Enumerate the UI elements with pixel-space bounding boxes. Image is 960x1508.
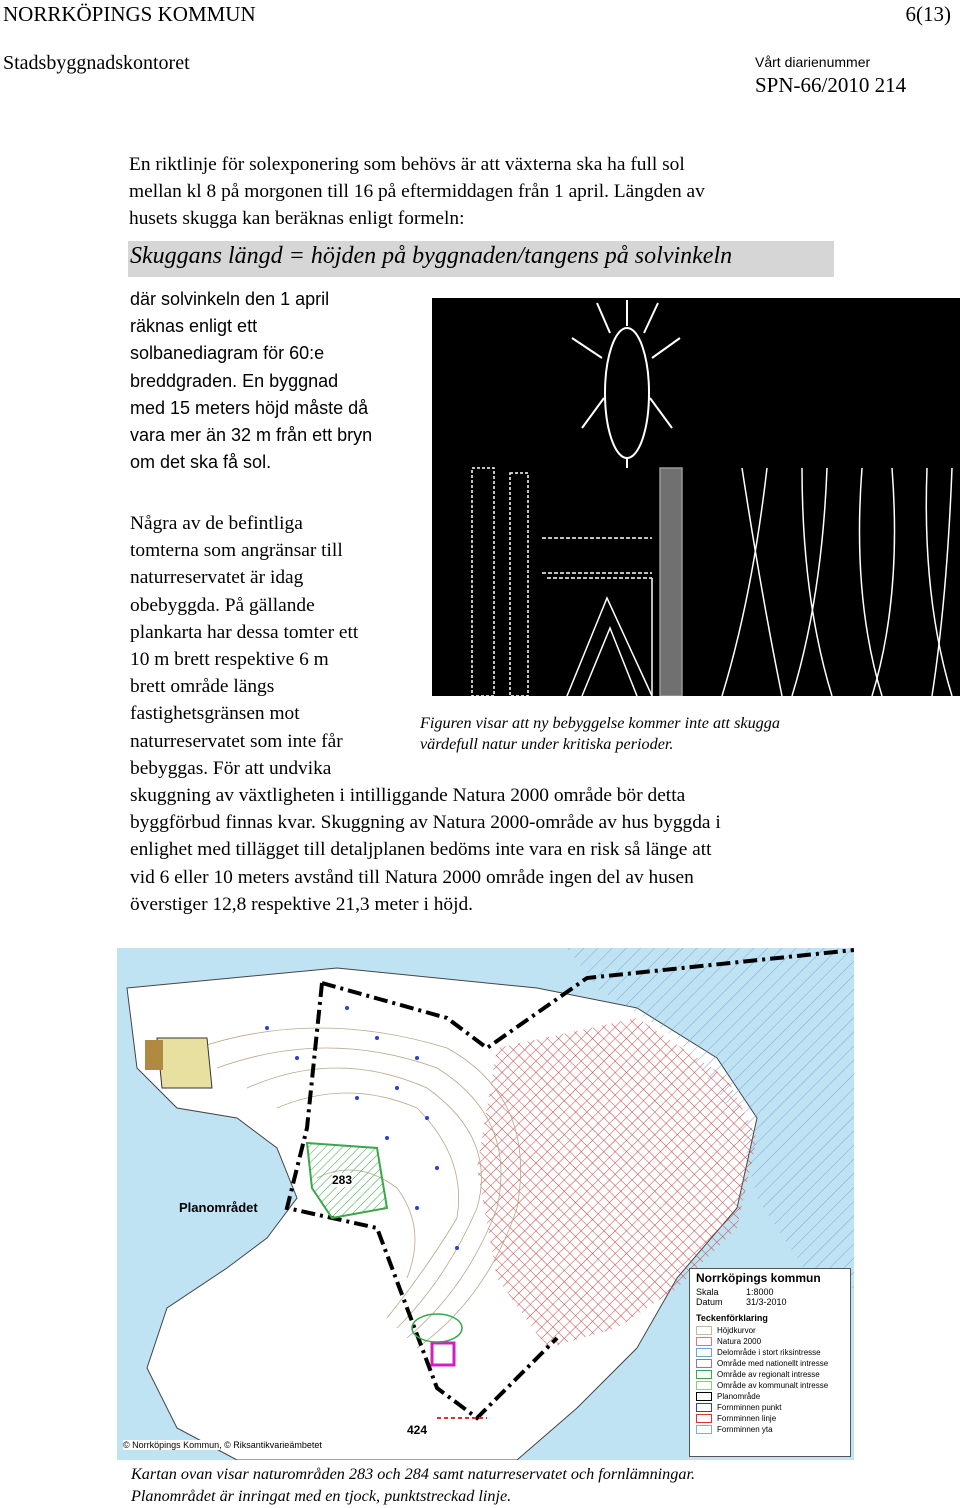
legend-swatch: [696, 1348, 712, 1357]
text-line: om det ska få sol.: [130, 452, 272, 473]
text-line: 10 m brett respektive 6 m: [130, 649, 329, 671]
legend-swatch: [696, 1414, 712, 1423]
legend-item: [696, 1424, 844, 1435]
legend-title: Norrköpings kommun: [696, 1271, 821, 1285]
text-line: enlighet med tillägget till detaljplanen bedöms inte vara en risk så länge att: [130, 839, 712, 861]
legend-list: [690, 1325, 850, 1435]
text-line: Några av de befintliga: [130, 513, 303, 534]
intro-paragraph: [129, 151, 705, 233]
caption-line: Planområdet är inringat med en tjock, punktstreckad linje.: [131, 1487, 512, 1505]
text-line: En riktlinje för solexponering som behövs är att växterna ska ha full sol: [129, 154, 685, 175]
nature-area-map: [117, 948, 854, 1460]
text-line: bebyggas. För att undvika: [130, 757, 332, 779]
legend-swatch: [696, 1392, 712, 1401]
legend-item: [696, 1347, 844, 1358]
text-line: naturreservatet som inte får: [130, 730, 343, 752]
legend-swatch: [696, 1403, 712, 1412]
legend-label: Planområde: [717, 1391, 761, 1401]
legend-swatch: [696, 1425, 712, 1434]
date-row: [690, 1297, 850, 1311]
text-line: vara mer än 32 m från ett bryn: [130, 425, 373, 446]
legend-label: Fornminnen linje: [717, 1413, 777, 1423]
legend-label: Delområde i stort riksintresse: [717, 1347, 821, 1357]
legend-item: [696, 1369, 844, 1380]
planomrade-label: Planområdet: [179, 1200, 258, 1215]
caption-line: Figuren visar att ny bebyggelse kommer inte att skugga: [420, 714, 780, 732]
map-copyright: © Norrköpings Kommun, © Riksantikvarieämbetet: [123, 1440, 322, 1450]
org-name: NORRKÖPINGS KOMMUN: [3, 2, 256, 26]
legend-item: [696, 1325, 844, 1336]
text-line: där solvinkeln den 1 april: [130, 289, 330, 309]
text-line: obebyggda. På gällande: [130, 594, 315, 616]
caption-line: Kartan ovan visar naturområden 283 och 284 samt naturreservatet och fornlämningar.: [131, 1465, 695, 1483]
text-line: mellan kl 8 på morgonen till 16 på eftermiddagen från 1 april. Längden av: [129, 181, 705, 203]
page-number: 6(13): [905, 2, 951, 26]
legend-item: [696, 1358, 844, 1369]
legend-item: [696, 1336, 844, 1347]
legend-swatch: [696, 1337, 712, 1346]
legend-label: Fornminnen yta: [717, 1424, 773, 1434]
legend-swatch: [696, 1326, 712, 1335]
text-line: brett område längs: [130, 676, 275, 698]
sun-angle-paragraph: [130, 286, 372, 476]
text-line: fastighetsgränsen mot: [130, 703, 300, 725]
map-legend: [689, 1268, 851, 1457]
legend-item: [696, 1413, 844, 1424]
text-line: plankarta har dessa tomter ett: [130, 621, 359, 643]
date-value: 31/3-2010: [746, 1297, 787, 1307]
legend-swatch: [696, 1370, 712, 1379]
legend-label: Fornminnen punkt: [717, 1402, 782, 1412]
legend-swatch: [696, 1359, 712, 1368]
caption-line: värdefull natur under kritiska perioder.: [420, 734, 674, 753]
legend-item: [696, 1391, 844, 1402]
text-line: vid 6 eller 10 meters avstånd till Natura 2000 område ingen del av husen: [130, 866, 694, 888]
legend-item: [696, 1402, 844, 1413]
date-label: Datum: [696, 1297, 723, 1307]
legend-label: Område med nationellt intresse: [717, 1358, 829, 1368]
legend-label: Natura 2000: [717, 1336, 762, 1346]
text-line: med 15 meters höjd måste då: [130, 397, 369, 418]
diary-label: Vårt diarienummer: [755, 54, 871, 70]
text-line: breddgraden. En byggnad: [130, 370, 339, 391]
text-line: räknas enligt ett: [130, 316, 258, 337]
text-line: skuggning av växtligheten i intilliggande Natura 2000 område bör detta: [130, 785, 686, 807]
scale-row: [690, 1287, 850, 1297]
shadow-formula: Skuggans längd = höjden på byggnaden/tangens på solvinkeln: [130, 243, 733, 269]
text-line: husets skugga kan beräknas enligt formeln:: [129, 208, 465, 230]
legend-swatch: [696, 1381, 712, 1390]
scale-label: Skala: [696, 1287, 719, 1297]
diary-number: SPN-66/2010 214: [755, 73, 907, 97]
legend-label: Höjdkurvor: [717, 1325, 756, 1335]
legend-heading: Teckenförklaring: [696, 1313, 768, 1323]
sun-figure-caption: [420, 713, 780, 754]
text-line: överstiger 12,8 respektive 21,3 meter i höjd.: [130, 893, 474, 915]
area-283-label: 283: [332, 1173, 353, 1187]
department: Stadsbyggnadskontoret: [3, 52, 190, 74]
scale-value: 1:8000: [746, 1287, 774, 1297]
text-line: tomterna som angränsar till: [130, 540, 343, 562]
text-line: naturreservatet är idag: [130, 567, 304, 589]
legend-label: Område av kommunalt intresse: [717, 1380, 829, 1390]
legend-item: [696, 1380, 844, 1391]
area-424-label: 424: [407, 1423, 428, 1437]
map-caption: [131, 1463, 695, 1507]
text-line: byggförbud finnas kvar. Skuggning av Natura 2000-område av hus byggda i: [130, 812, 721, 834]
text-line: solbanediagram för 60:e: [130, 343, 325, 364]
legend-label: Område av regionalt intresse: [717, 1369, 820, 1379]
